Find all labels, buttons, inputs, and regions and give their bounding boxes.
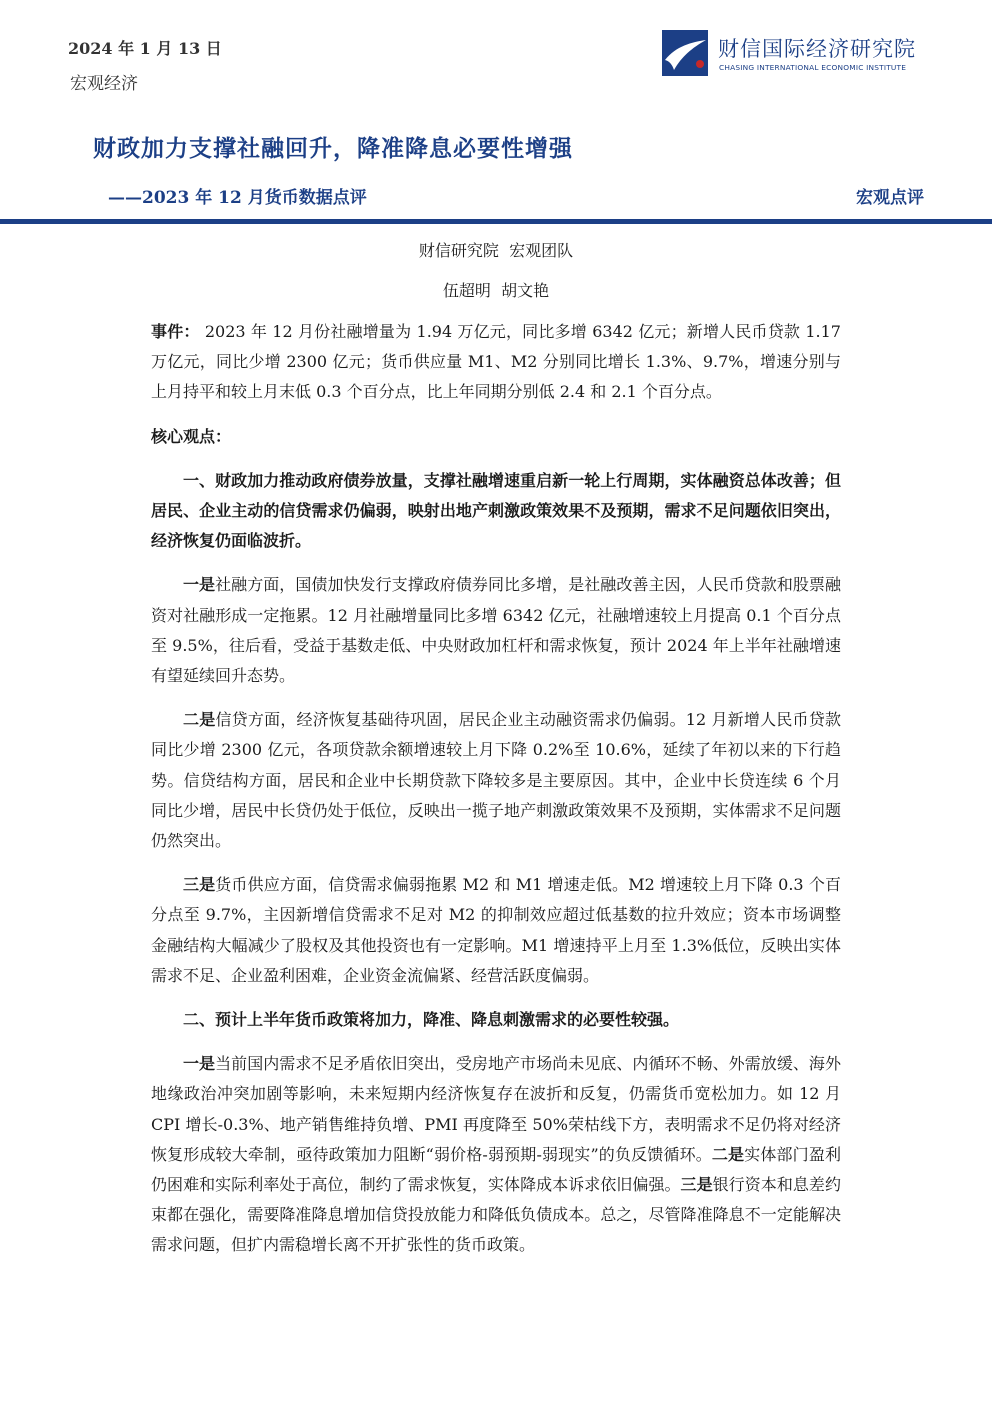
event-paragraph — [151, 317, 841, 408]
report-subtitle: ——2023 年 12 月货币数据点评 — [108, 188, 367, 208]
core-views-label: 核心观点： — [151, 426, 232, 446]
point2-para: 一是当前国内需求不足矛盾依旧突出，受房地产市场尚未见底、内循环不畅、外需放缓、海外地缘政治冲突加剧等影响，未来短期内经济恢复存在波折和反复，仍需货币宽松加力。如 12 月 CPI 增长-0.3%、地产销售维持负增、PMI 再度降至 50%荣枯线下方，表明需求不足仍将对经济恢复形成较大牵制，亟待政策加力阻断“弱价格-弱预期-弱现实”的负反馈循环。二是实体部门盈利仍困难和实际利率处于高位，制约了需求恢复，实体降成本诉求依旧偏强。三是银行资本和息差约束都在强化，需要降准降息增加信贷投放能力和降低负债成本。总之，尽管降准降息不一定能解决需求问题，但扩内需稳增长离不开扩张性的货币政策。 — [151, 1054, 841, 1255]
logo-english-name: CHASING INTERNATIONAL ECONOMIC INSTITUTE — [719, 63, 907, 72]
authors: 伍超明 胡文艳 — [442, 281, 550, 300]
point2-heading: 二、预计上半年货币政策将加力，降准、降息刺激需求的必要性较强。 — [183, 1010, 680, 1030]
event-label: 事件： — [151, 322, 200, 341]
point1-para1: 一是社融方面，国债加快发行支撑政府债券同比多增，是社融改善主因，人民币贷款和股票融资对社融形成一定拖累。12 月社融增量同比多增 6342 亿元，社融增速较上月提高 0.1 个百分点至 9.5%，往后看，受益于基数走低、中央财政加杠杆和需求恢复，预计 2024 年上半年社融增速有望延续回升态势。 — [151, 575, 841, 686]
report-date: 2024 年 1 月 13 日 — [68, 39, 222, 58]
point1-para3: 三是货币供应方面，信贷需求偏弱拖累 M2 和 M1 增速走低。M2 增速较上月下降 0.3 个百分点至 9.7%，主因新增信贷需求不足对 M2 的抑制效应超过低基数的拉升效应；资本市场调整金融结构大幅减少了股权及其他投资也有一定影响。M1 增速持平上月至 1.3%低位，反映出实体需求不足、企业盈利困难，企业资金流偏紧、经营活跃度偏弱。 — [151, 875, 841, 985]
point1-heading: 一、财政加力推动政府债券放量，支撑社融增速重启新一轮上行周期，实体融资总体改善；但居民、企业主动的信贷需求仍偏弱，映射出地产刺激政策效果不及预期，需求不足问题依旧突出，经济恢复仍面临波折。 — [151, 470, 841, 551]
logo-chinese-name: 财信国际经济研究院 — [718, 37, 916, 61]
report-title: 财政加力支撑社融回升，降准降息必要性增强 — [93, 135, 573, 162]
event-text: 2023 年 12 月份社融增量为 1.94 万亿元，同比多增 6342 亿元；新增人民币贷款 1.17 万亿元，同比少增 2300 亿元；货币供应量 M1、M2 分别同比增长 1.3%、9.7%，增速分别与上月持平和较上月末低 0.3 个百分点，比上年同期分别低 2.4 和 2.1 个百分点。 — [151, 322, 841, 402]
header-divider — [0, 219, 992, 224]
point1-para2: 二是信贷方面，经济恢复基础待巩固，居民企业主动融资需求仍偏弱。12 月新增人民币贷款同比少增 2300 亿元，各项贷款余额增速较上月下降 0.2%至 10.6%，延续了年初以来的下行趋势。信贷结构方面，居民和企业中长期贷款下降较多是主要原因。其中，企业中长贷连续 6 个月同比少增，居民中长贷仍处于低位，反映出一揽子地产刺激政策效果不及预期，实体需求不足问题仍然突出。 — [151, 710, 841, 851]
report-category: 宏观经济 — [70, 74, 138, 94]
research-team: 财信研究院 宏观团队 — [418, 241, 574, 260]
report-body — [151, 317, 841, 1261]
report-type: 宏观点评 — [856, 188, 924, 208]
wing-swoosh-logo-icon — [662, 30, 708, 76]
institute-logo — [662, 30, 932, 78]
